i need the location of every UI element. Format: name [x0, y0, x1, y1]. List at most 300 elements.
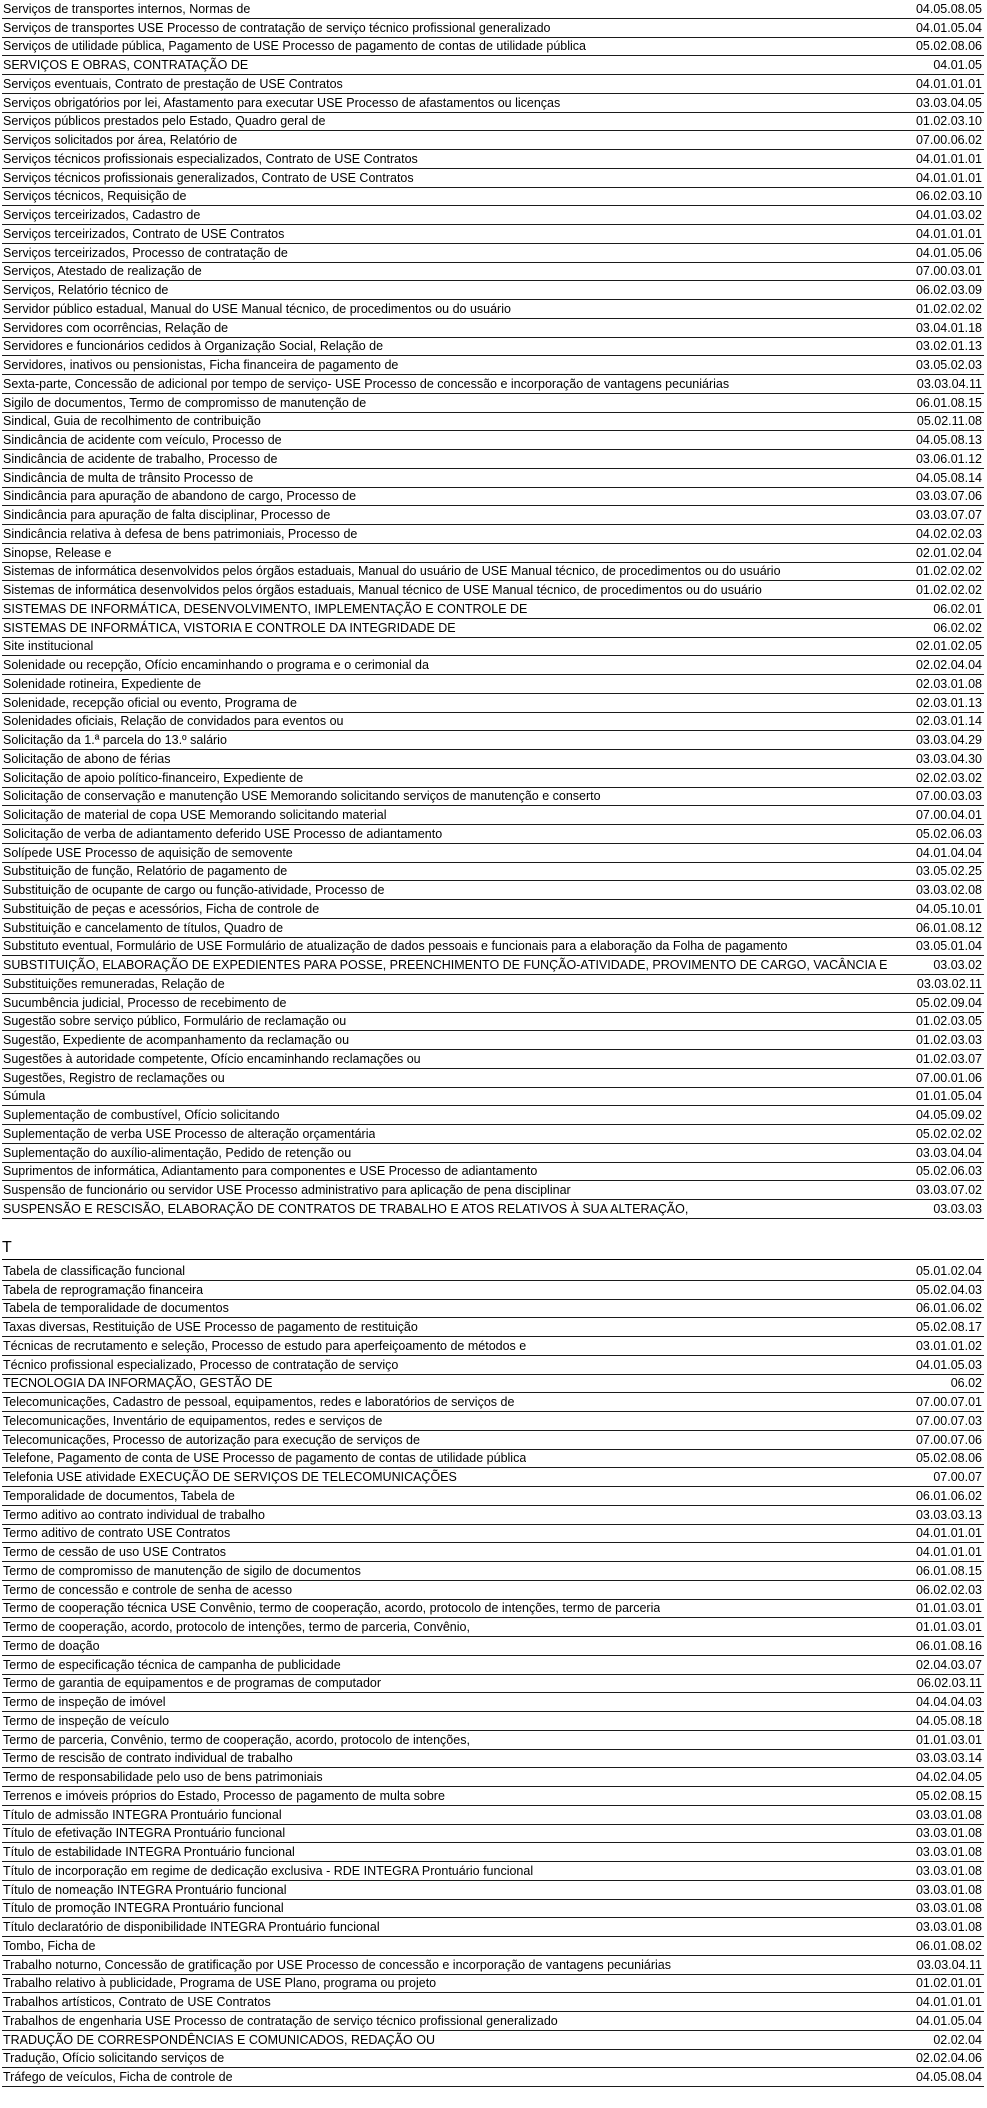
classification-code: 04.05.08.14 — [915, 470, 982, 485]
index-term: Terrenos e imóveis próprios do Estado, Processo de pagamento de multa sobre — [3, 1788, 445, 1803]
classification-code: 06.01.08.12 — [915, 920, 982, 935]
index-term: Solicitação de material de copa USE Memorando solicitando material — [3, 808, 387, 823]
index-term: Temporalidade de documentos, Tabela de — [3, 1488, 235, 1503]
index-row — [2, 1862, 984, 1881]
index-row — [2, 1881, 984, 1900]
classification-code: 01.02.02.02 — [915, 564, 982, 579]
index-term: Suprimentos de informática, Adiantamento para componentes e USE Processo de adiantamento — [3, 1164, 538, 1179]
classification-code: 02.03.01.14 — [915, 714, 982, 729]
classification-code: 04.02.04.05 — [915, 1770, 982, 1785]
index-term: Termo de compromisso de manutenção de sigilo de documentos — [3, 1563, 361, 1578]
index-row — [2, 19, 984, 38]
index-row — [2, 1543, 984, 1562]
index-row — [2, 1693, 984, 1712]
classification-code: 03.03.01.08 — [915, 1845, 982, 1860]
classification-code: 03.04.01.18 — [915, 320, 982, 335]
index-row — [2, 1013, 984, 1032]
index-row — [2, 338, 984, 357]
index-term: Termo aditivo de contrato USE Contratos — [3, 1526, 231, 1541]
index-row — [2, 244, 984, 263]
index-term: Serviços de transportes USE Processo de contratação de serviço técnico profissional generalizado — [3, 20, 551, 35]
index-row — [2, 1750, 984, 1769]
index-term: Serviços técnicos profissionais generalizados, Contrato de USE Contratos — [3, 170, 414, 185]
index-row — [2, 1581, 984, 1600]
index-term: Sindicância de acidente de trabalho, Processo de — [3, 451, 278, 466]
classification-code: 01.01.05.04 — [915, 1089, 982, 1104]
index-row — [2, 675, 984, 694]
index-term: Termo de inspeção de veículo — [3, 1713, 170, 1728]
classification-code: 03.05.02.25 — [915, 864, 982, 879]
classification-code: 07.00.07.01 — [915, 1395, 982, 1410]
index-row — [2, 1181, 984, 1200]
index-row — [2, 1356, 984, 1375]
index-term: Título declaratório de disponibilidade INTEGRA Prontuário funcional — [3, 1920, 380, 1935]
index-term: Telecomunicações, Processo de autorização para execução de serviços de — [3, 1432, 420, 1447]
classification-code: 03.03.02 — [933, 958, 982, 973]
index-row — [2, 638, 984, 657]
index-row — [2, 319, 984, 338]
index-term: Termo de especificação técnica de campanha de publicidade — [3, 1657, 341, 1672]
index-row — [2, 1600, 984, 1619]
index-term: SUSPENSÃO E RESCISÃO, ELABORAÇÃO DE CONTRATOS DE TRABALHO E ATOS RELATIVOS À SUA ALTERAÇÃO, — [3, 1201, 689, 1216]
index-row — [2, 863, 984, 882]
index-term: Trabalhos de engenharia USE Processo de contratação de serviço técnico profissional generalizado — [3, 2013, 558, 2028]
index-row — [2, 1393, 984, 1412]
index-term: Título de efetivação INTEGRA Prontuário funcional — [3, 1826, 286, 1841]
index-row — [2, 1506, 984, 1525]
classification-code: 04.05.08.04 — [915, 2070, 982, 2085]
index-term: Solicitação de verba de adiantamento deferido USE Processo de adiantamento — [3, 826, 443, 841]
classification-code: 04.01.01.01 — [915, 151, 982, 166]
classification-code: 05.02.08.06 — [915, 39, 982, 54]
index-term: Tabela de classificação funcional — [3, 1263, 186, 1278]
index-term: Servidores, inativos ou pensionistas, Ficha financeira de pagamento de — [3, 358, 399, 373]
index-row — [2, 581, 984, 600]
classification-code: 03.03.03.13 — [915, 1507, 982, 1522]
classification-code: 02.04.03.07 — [915, 1657, 982, 1672]
index-term: Serviços eventuais, Contrato de prestação de USE Contratos — [3, 76, 343, 91]
classification-code: 03.03.02.11 — [916, 976, 982, 991]
classification-code: 04.01.01.01 — [915, 226, 982, 241]
classification-code: 05.02.08.17 — [915, 1320, 982, 1335]
index-row — [2, 1975, 984, 1994]
index-term: Servidores e funcionários cedidos à Organização Social, Relação de — [3, 339, 384, 354]
index-term: Suplementação de combustível, Ofício solicitando — [3, 1108, 280, 1123]
classification-code: 04.01.01.01 — [915, 1545, 982, 1560]
index-row — [2, 300, 984, 319]
classification-code: 03.06.01.12 — [915, 451, 982, 466]
index-term: Solenidade, recepção oficial ou evento, Programa de — [3, 695, 297, 710]
classification-code: 04.01.05.04 — [915, 20, 982, 35]
index-row — [2, 1525, 984, 1544]
index-row — [2, 1825, 984, 1844]
index-term: Sugestão, Expediente de acompanhamento da reclamação ou — [3, 1033, 350, 1048]
classification-code: 04.05.09.02 — [915, 1108, 982, 1123]
classification-code: 03.03.07.02 — [915, 1183, 982, 1198]
index-row — [2, 94, 984, 113]
index-term: Serviços terceirizados, Processo de contratação de — [3, 245, 288, 260]
index-term: Solípede USE Processo de aquisição de semovente — [3, 845, 293, 860]
section-t-heading: T — [2, 1238, 984, 1260]
index-row — [2, 600, 984, 619]
index-row — [2, 488, 984, 507]
classification-code: 06.01.08.15 — [915, 395, 982, 410]
index-row — [2, 375, 984, 394]
index-row — [2, 1656, 984, 1675]
index-term: Serviços públicos prestados pelo Estado, Quadro geral de — [3, 114, 326, 129]
index-term: Solenidades oficiais, Relação de convidados para eventos ou — [3, 714, 344, 729]
index-row — [2, 750, 984, 769]
classification-code: 07.00.03.03 — [915, 789, 982, 804]
classification-code: 04.05.08.05 — [915, 1, 982, 16]
index-row — [2, 356, 984, 375]
index-row — [2, 713, 984, 732]
classification-code: 07.00.06.02 — [915, 133, 982, 148]
section-s-list — [2, 0, 984, 1219]
index-term: Tradução, Ofício solicitando serviços de — [3, 2051, 225, 2066]
index-row — [2, 694, 984, 713]
index-term: Serviços obrigatórios por lei, Afastamento para executar USE Processo de afastamentos ou licenças — [3, 95, 561, 110]
index-term: Serviços de utilidade pública, Pagamento de USE Processo de pagamento de contas de utilidade pública — [3, 39, 587, 54]
index-row — [2, 1637, 984, 1656]
classification-code: 03.03.04.05 — [915, 95, 982, 110]
classification-code: 05.01.02.04 — [915, 1263, 982, 1278]
classification-code: 04.02.02.03 — [915, 526, 982, 541]
index-row — [2, 1918, 984, 1937]
index-row — [2, 656, 984, 675]
index-row — [2, 1144, 984, 1163]
index-term: Serviços solicitados por área, Relatório de — [3, 133, 238, 148]
index-term: Título de promoção INTEGRA Prontuário funcional — [3, 1901, 284, 1916]
index-row — [2, 1468, 984, 1487]
classification-code: 07.00.07.03 — [915, 1413, 982, 1428]
index-row — [2, 281, 984, 300]
classification-code: 04.01.05.06 — [915, 245, 982, 260]
index-row — [2, 994, 984, 1013]
index-row — [2, 1069, 984, 1088]
classification-code: 07.00.07.06 — [915, 1432, 982, 1447]
classification-code: 06.01.06.02 — [915, 1488, 982, 1503]
classification-code: 03.03.01.08 — [915, 1807, 982, 1822]
classification-code: 06.02 — [950, 1376, 982, 1391]
classification-code: 06.02.02 — [933, 620, 982, 635]
classification-code: 01.02.03.10 — [915, 114, 982, 129]
index-term: Substituições remuneradas, Relação de — [3, 976, 225, 991]
index-row — [2, 1375, 984, 1394]
index-term: Solicitação de abono de férias — [3, 751, 171, 766]
classification-code: 03.03.04.11 — [916, 376, 982, 391]
index-term: Tabela de reprogramação financeira — [3, 1282, 204, 1297]
classification-code: 07.00.01.06 — [915, 1070, 982, 1085]
index-term: Suplementação de verba USE Processo de alteração orçamentária — [3, 1126, 376, 1141]
index-row — [2, 1163, 984, 1182]
classification-code: 01.02.02.02 — [915, 301, 982, 316]
index-term: Solenidade rotineira, Expediente de — [3, 676, 202, 691]
index-row — [2, 1050, 984, 1069]
classification-code: 02.02.03.02 — [915, 770, 982, 785]
classification-code: 03.03.03.14 — [915, 1751, 982, 1766]
index-term: Termo de garantia de equipamentos e de programas de computador — [3, 1676, 382, 1691]
index-row — [2, 1200, 984, 1219]
index-term: Técnico profissional especializado, Processo de contratação de serviço — [3, 1357, 399, 1372]
index-row — [2, 206, 984, 225]
index-term: Telefonia USE atividade EXECUÇÃO DE SERVIÇOS DE TELECOMUNICAÇÕES — [3, 1470, 457, 1485]
index-term: Trabalho noturno, Concessão de gratificação por USE Processo de concessão e incorporação de vantagens pecuniárias — [3, 1957, 671, 1972]
index-row — [2, 0, 984, 19]
index-row — [2, 1337, 984, 1356]
index-term: Site institucional — [3, 639, 94, 654]
index-row — [2, 1806, 984, 1825]
index-term: Sugestões, Registro de reclamações ou — [3, 1070, 225, 1085]
classification-code: 03.03.01.08 — [915, 1920, 982, 1935]
classification-code: 01.02.03.07 — [915, 1051, 982, 1066]
index-row — [2, 1125, 984, 1144]
classification-code: 01.02.03.03 — [915, 1033, 982, 1048]
classification-code: 04.05.08.18 — [915, 1713, 982, 1728]
classification-code: 03.03.04.30 — [915, 751, 982, 766]
index-term: Telecomunicações, Cadastro de pessoal, equipamentos, redes e laboratórios de serviços de — [3, 1395, 515, 1410]
classification-code: 04.01.01.01 — [915, 76, 982, 91]
classification-code: 01.01.03.01 — [915, 1732, 982, 1747]
classification-code: 04.01.05 — [933, 58, 982, 73]
classification-code: 03.03.01.08 — [915, 1901, 982, 1916]
index-row — [2, 1731, 984, 1750]
classification-code: 04.01.01.01 — [915, 1526, 982, 1541]
classification-code: 04.04.04.03 — [915, 1695, 982, 1710]
index-term: Título de nomeação INTEGRA Prontuário funcional — [3, 1882, 287, 1897]
index-term: Tombo, Ficha de — [3, 1938, 96, 1953]
classification-code: 04.01.04.04 — [915, 845, 982, 860]
index-term: Substituição de ocupante de cargo ou função-atividade, Processo de — [3, 883, 385, 898]
index-term: Substituição e cancelamento de títulos, Quadro de — [3, 920, 284, 935]
index-term: Sindicância para apuração de abandono de cargo, Processo de — [3, 489, 357, 504]
index-term: Sugestões à autoridade competente, Ofício encaminhando reclamações ou — [3, 1051, 421, 1066]
index-row — [2, 563, 984, 582]
index-term: Título de estabilidade INTEGRA Prontuário funcional — [3, 1845, 295, 1860]
index-row — [2, 1618, 984, 1637]
classification-code: 06.01.06.02 — [915, 1301, 982, 1316]
classification-code: 06.02.02.03 — [915, 1582, 982, 1597]
classification-code: 01.01.03.01 — [915, 1601, 982, 1616]
index-term: Termo de concessão e controle de senha de acesso — [3, 1582, 293, 1597]
index-row — [2, 956, 984, 975]
index-term: Sucumbência judicial, Processo de recebimento de — [3, 995, 287, 1010]
index-row — [2, 1787, 984, 1806]
index-term: Solicitação de conservação e manutenção USE Memorando solicitando serviços de manutenção e conserto — [3, 789, 601, 804]
classification-code: 01.02.01.01 — [915, 1976, 982, 1991]
classification-code: 02.02.04.04 — [915, 658, 982, 673]
index-row — [2, 1262, 984, 1281]
index-row — [2, 506, 984, 525]
index-row — [2, 731, 984, 750]
index-term: Tráfego de veículos, Ficha de controle de — [3, 2070, 233, 2085]
index-term: Termo de rescisão de contrato individual de trabalho — [3, 1751, 293, 1766]
index-row — [2, 1031, 984, 1050]
index-row — [2, 1318, 984, 1337]
index-row — [2, 2012, 984, 2031]
index-term: Suplementação do auxílio-alimentação, Pedido de retenção ou — [3, 1145, 352, 1160]
index-row — [2, 225, 984, 244]
index-term: Termo de inspeção de imóvel — [3, 1695, 166, 1710]
index-term: Termo de doação — [3, 1638, 100, 1653]
index-row — [2, 1106, 984, 1125]
index-term: Serviços técnicos, Requisição de — [3, 189, 187, 204]
index-term: TRADUÇÃO DE CORRESPONDÊNCIAS E COMUNICADOS, REDAÇÃO OU — [3, 2032, 435, 2047]
index-row — [2, 1843, 984, 1862]
index-term: Técnicas de recrutamento e seleção, Processo de estudo para aperfeiçoamento de métodos e — [3, 1338, 527, 1353]
section-t-list — [2, 1262, 984, 2087]
classification-code: 06.02.03.11 — [916, 1676, 982, 1691]
index-term: Solenidade ou recepção, Ofício encaminhando o programa e o cerimonial da — [3, 658, 429, 673]
index-row — [2, 188, 984, 207]
index-term: Sinopse, Release e — [3, 545, 112, 560]
index-row — [2, 900, 984, 919]
index-term: Sindicância de acidente com veículo, Processo de — [3, 433, 282, 448]
index-term: Substituição de peças e acessórios, Ficha de controle de — [3, 901, 320, 916]
index-term: Título de incorporação em regime de dedicação exclusiva - RDE INTEGRA Prontuário funcional — [3, 1863, 534, 1878]
index-row — [2, 1900, 984, 1919]
index-row — [2, 619, 984, 638]
classification-code: 05.02.02.02 — [915, 1126, 982, 1141]
index-term: Telefone, Pagamento de conta de USE Processo de pagamento de contas de utilidade pública — [3, 1451, 527, 1466]
index-term: Termo de cessão de uso USE Contratos — [3, 1545, 227, 1560]
classification-code: 04.01.01.01 — [915, 170, 982, 185]
index-row — [2, 2031, 984, 2050]
index-row — [2, 450, 984, 469]
index-term: Título de admissão INTEGRA Prontuário funcional — [3, 1807, 282, 1822]
classification-code: 05.02.08.15 — [915, 1788, 982, 1803]
index-row — [2, 1281, 984, 1300]
classification-code: 03.03.04.11 — [916, 1957, 982, 1972]
index-term: Serviços terceirizados, Contrato de USE Contratos — [3, 226, 285, 241]
index-row — [2, 1431, 984, 1450]
index-row — [2, 1675, 984, 1694]
index-row — [2, 938, 984, 957]
classification-code: 07.00.07 — [933, 1470, 982, 1485]
index-row — [2, 1937, 984, 1956]
index-row — [2, 75, 984, 94]
classification-code: 04.05.10.01 — [915, 901, 982, 916]
classification-code: 03.05.02.03 — [915, 358, 982, 373]
index-term: Servidores com ocorrências, Relação de — [3, 320, 229, 335]
classification-code: 05.02.11.08 — [916, 414, 982, 429]
classification-code: 05.02.09.04 — [915, 995, 982, 1010]
classification-code: 07.00.04.01 — [915, 808, 982, 823]
index-row — [2, 788, 984, 807]
classification-code: 06.01.08.16 — [915, 1638, 982, 1653]
index-row — [2, 2050, 984, 2069]
classification-code: 02.01.02.05 — [915, 639, 982, 654]
index-term: Telecomunicações, Inventário de equipamentos, redes e serviços de — [3, 1413, 383, 1428]
classification-code: 01.02.03.05 — [915, 1014, 982, 1029]
index-term: Tabela de temporalidade de documentos — [3, 1301, 229, 1316]
index-term: Termo de cooperação técnica USE Convênio, termo de cooperação, acordo, protocolo de intenções, termo de parceria — [3, 1601, 661, 1616]
classification-code: 03.03.01.08 — [915, 1882, 982, 1897]
index-term: SERVIÇOS E OBRAS, CONTRATAÇÃO DE — [3, 58, 249, 73]
index-term: Sindical, Guia de recolhimento de contribuição — [3, 414, 261, 429]
classification-code: 02.02.04.06 — [915, 2051, 982, 2066]
index-term: Suspensão de funcionário ou servidor USE Processo administrativo para aplicação de pena disciplinar — [3, 1183, 571, 1198]
index-row — [2, 113, 984, 132]
index-row — [2, 825, 984, 844]
classification-code: 03.05.01.04 — [915, 939, 982, 954]
index-row — [2, 131, 984, 150]
index-term: Servidor público estadual, Manual do USE Manual técnico, de procedimentos ou do usuário — [3, 301, 511, 316]
index-row — [2, 394, 984, 413]
index-term: Termo aditivo ao contrato individual de trabalho — [3, 1507, 265, 1522]
index-row — [2, 1300, 984, 1319]
classification-code: 05.02.04.03 — [915, 1282, 982, 1297]
index-row — [2, 150, 984, 169]
classification-code: 03.01.01.02 — [915, 1338, 982, 1353]
index-term: Sindicância relativa à defesa de bens patrimoniais, Processo de — [3, 526, 358, 541]
classification-code: 03.03.04.29 — [915, 733, 982, 748]
index-row — [2, 1768, 984, 1787]
classification-code: 05.02.06.03 — [915, 826, 982, 841]
index-row — [2, 1956, 984, 1975]
classification-code: 03.03.01.08 — [915, 1863, 982, 1878]
index-row — [2, 1993, 984, 2012]
classification-code: 04.01.01.01 — [915, 1995, 982, 2010]
index-row — [2, 769, 984, 788]
classification-code: 06.01.08.02 — [915, 1938, 982, 1953]
classification-code: 05.02.08.06 — [915, 1451, 982, 1466]
classification-code: 01.02.02.02 — [915, 583, 982, 598]
index-row — [2, 1562, 984, 1581]
classification-code: 04.01.05.03 — [915, 1357, 982, 1372]
index-row — [2, 881, 984, 900]
index-row — [2, 263, 984, 282]
index-term: Termo de responsabilidade pelo uso de bens patrimoniais — [3, 1770, 323, 1785]
classification-code: 02.01.02.04 — [915, 545, 982, 560]
classification-code: 04.05.08.13 — [915, 433, 982, 448]
classification-code: 03.03.04.04 — [915, 1145, 982, 1160]
index-term: Sindicância de multa de trânsito Processo de — [3, 470, 254, 485]
index-term: Serviços, Relatório técnico de — [3, 283, 169, 298]
classification-code: 07.00.03.01 — [915, 264, 982, 279]
index-term: Serviços de transportes internos, Normas de — [3, 1, 251, 16]
index-term: Termo de parceria, Convênio, termo de cooperação, acordo, protocolo de intenções, — [3, 1732, 470, 1747]
index-term: Sistemas de informática desenvolvidos pelos órgãos estaduais, Manual técnico de USE Manual técnico, de procedimentos ou do usuário — [3, 583, 762, 598]
index-row — [2, 975, 984, 994]
index-term: Solicitação da 1.ª parcela do 13.º salário — [3, 733, 227, 748]
index-term: Termo de cooperação, acordo, protocolo de intenções, termo de parceria, Convênio, — [3, 1620, 470, 1635]
index-row — [2, 1088, 984, 1107]
index-row — [2, 2068, 984, 2087]
classification-code: 06.02.01 — [933, 601, 982, 616]
index-term: Serviços técnicos profissionais especializados, Contrato de USE Contratos — [3, 151, 418, 166]
index-row — [2, 413, 984, 432]
index-row — [2, 1412, 984, 1431]
classification-code: 03.03.03 — [933, 1201, 982, 1216]
index-row — [2, 806, 984, 825]
index-term: Taxas diversas, Restituição de USE Processo de pagamento de restituição — [3, 1320, 418, 1335]
classification-code: 04.01.05.04 — [915, 2013, 982, 2028]
index-term: Serviços terceirizados, Cadastro de — [3, 208, 201, 223]
index-term: SISTEMAS DE INFORMÁTICA, DESENVOLVIMENTO, IMPLEMENTAÇÃO E CONTROLE DE — [3, 601, 528, 616]
index-term: SUBSTITUIÇÃO, ELABORAÇÃO DE EXPEDIENTES PARA POSSE, PREENCHIMENTO DE FUNÇÃO-ATIVIDADE, PROVIMENTO DE CARGO, VACÂNCIA E — [3, 958, 888, 973]
index-row — [2, 1450, 984, 1469]
index-row — [2, 469, 984, 488]
classification-code: 06.02.03.09 — [915, 283, 982, 298]
index-row — [2, 38, 984, 57]
index-row — [2, 1487, 984, 1506]
index-row — [2, 544, 984, 563]
classification-code: 06.02.03.10 — [915, 189, 982, 204]
classification-code: 02.03.01.13 — [915, 695, 982, 710]
index-term: Serviços, Atestado de realização de — [3, 264, 202, 279]
classification-code: 03.03.07.07 — [915, 508, 982, 523]
